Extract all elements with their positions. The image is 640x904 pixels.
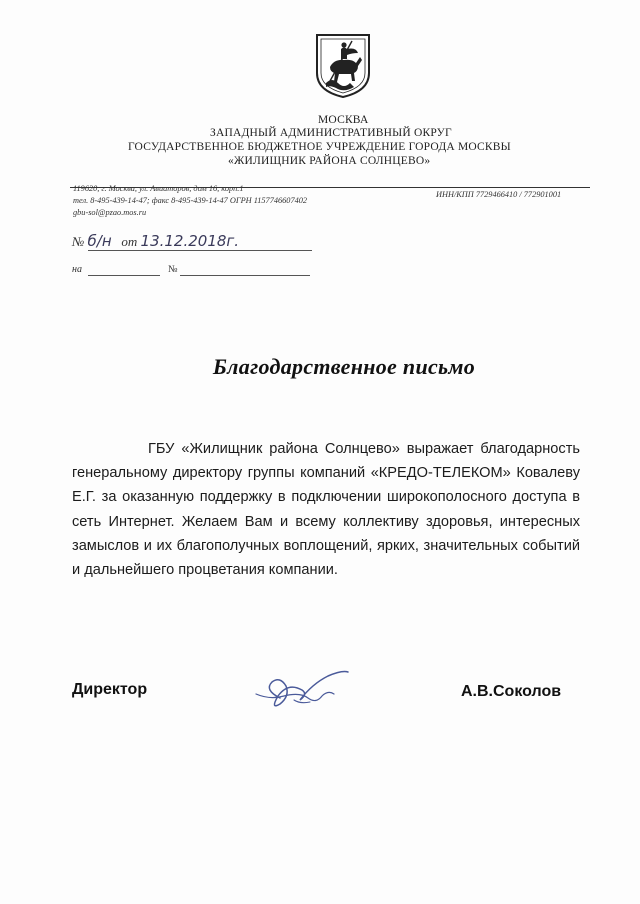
moscow-coat-of-arms-icon bbox=[314, 33, 372, 99]
org-type: ГОСУДАРСТВЕННОЕ БЮДЖЕТНОЕ УЧРЕЖДЕНИЕ ГОРОДА МОСКВЫ bbox=[128, 141, 511, 153]
org-district: ЗАПАДНЫЙ АДМИНИСТРАТИВНЫЙ ОКРУГ bbox=[210, 127, 452, 139]
from-label: от bbox=[121, 234, 138, 249]
reply-to-label: на bbox=[72, 264, 82, 275]
reply-to-blank bbox=[88, 275, 160, 276]
handwritten-signature-icon bbox=[250, 660, 360, 720]
inn-kpp: ИНН/КПП 7729466410 / 772901001 bbox=[436, 190, 562, 199]
reply-number-blank bbox=[180, 275, 310, 276]
registration-number-line bbox=[72, 232, 239, 250]
handwritten-date: 13.12.2018г. bbox=[140, 232, 240, 250]
reply-number-label: № bbox=[168, 264, 178, 275]
letter-title: Благодарственное письмо bbox=[212, 354, 476, 379]
signer-name: А.В.Соколов bbox=[461, 683, 562, 700]
letter-body: ГБУ «Жилищник района Солнцево» выражает благодарность генеральному директору группы компаний «КРЕДО-ТЕЛЕКОМ» Ковалеву Е.Г. за оказанную поддержку в подключении широкополосного доступа в сеть Интернет. Желаем Вам и всему коллективу здоровья, интересных замыслов и их благополучных воплощений, ярких, значительных событий и дальнейшего процветания компании. bbox=[72, 441, 580, 579]
handwritten-number: б/н bbox=[87, 232, 112, 250]
registration-underline bbox=[88, 250, 312, 251]
org-name: «ЖИЛИЩНИК РАЙОНА СОЛНЦЕВО» bbox=[228, 155, 431, 167]
email-line: gbu-sol@pzao.mos.ru bbox=[73, 208, 147, 217]
number-prefix: № bbox=[72, 234, 85, 249]
phone-line: тел. 8-495-439-14-47; факс 8-495-439-14-47 ОГРН 1157746607402 bbox=[73, 196, 308, 205]
org-city: МОСКВА bbox=[318, 114, 369, 126]
address-line: 119620, г. Москва, ул. Авиаторов, дом 16, корп.1 bbox=[73, 184, 244, 193]
signer-title: Директор bbox=[72, 681, 148, 698]
